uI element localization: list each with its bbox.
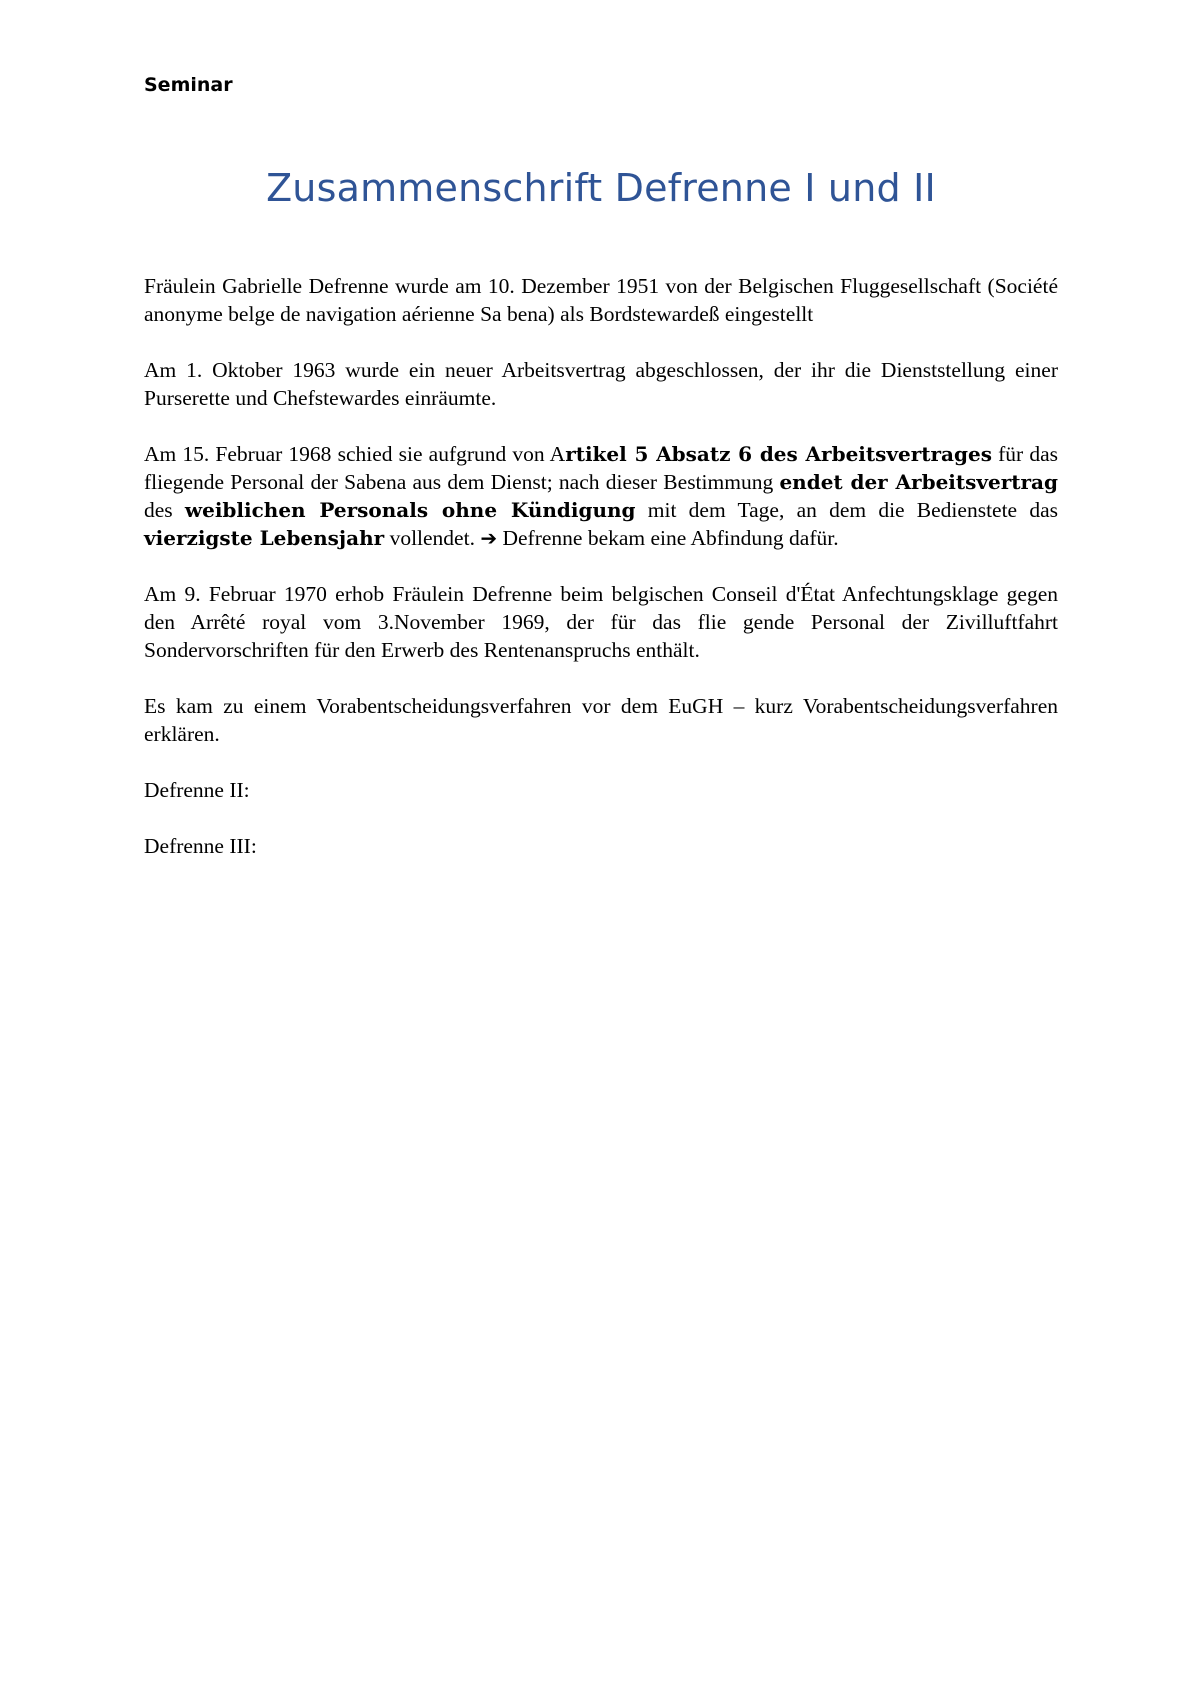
document-body	[144, 272, 1058, 888]
heading-defrenne-ii: Defrenne II:	[144, 778, 250, 802]
paragraph-new-contract: Am 1. Oktober 1963 wurde ein neuer Arbeitsvertrag abgeschlossen, der ihr die Dienststellung einer Purserette und Chefstewardes einräumte.	[144, 358, 1058, 410]
text-run: für das fliegende Personal der Sabena aus dem Dienst; nach dieser Bestimmung	[144, 442, 1059, 494]
page-header: Seminar	[144, 74, 233, 96]
heading-defrenne-iii: Defrenne III:	[144, 834, 257, 858]
bold-text: weiblichen Personals ohne Kündigung	[184, 498, 636, 522]
bold-text: vierzigste Lebensjahr	[144, 526, 385, 550]
paragraph-employment: Fräulein Gabrielle Defrenne wurde am 10. Dezember 1951 von der Belgischen Fluggesellschaft (Société anonyme belge de navigation aérienne Sa bena) als Bordstewardeß eingestellt	[144, 274, 1058, 326]
bold-text: endet der Arbeitsvertrag	[779, 470, 1058, 494]
text-run: mit dem Tage, an dem die Bedienstete das	[635, 498, 1058, 522]
paragraph-preliminary-ruling: Es kam zu einem Vorabentscheidungsverfahren vor dem EuGH – kurz Vorabentscheidungsverfahren erklären.	[144, 694, 1058, 746]
text-run: Defrenne bekam eine Abfindung dafür.	[497, 526, 839, 550]
text-run: des	[144, 498, 185, 522]
text-run: vollendet.	[384, 526, 481, 550]
arrow-right-icon: ➔	[480, 526, 498, 550]
paragraph-dismissal	[144, 440, 1058, 552]
paragraph-lawsuit: Am 9. Februar 1970 erhob Fräulein Defrenne beim belgischen Conseil d'État Anfechtungsklage gegen den Arrêté royal vom 3.November 1969, der für das flie gende Personal der Zivilluftfahrt Sondervorschriften für den Erwerb des Rentenanspruchs enthält.	[144, 582, 1058, 662]
bold-text: rtikel 5 Absatz 6 des Arbeitsvertrages	[565, 442, 992, 466]
document-title: Zusammenschrift Defrenne I und II	[266, 166, 936, 210]
text-run: Am 15. Februar 1968 schied sie aufgrund von A	[144, 442, 566, 466]
